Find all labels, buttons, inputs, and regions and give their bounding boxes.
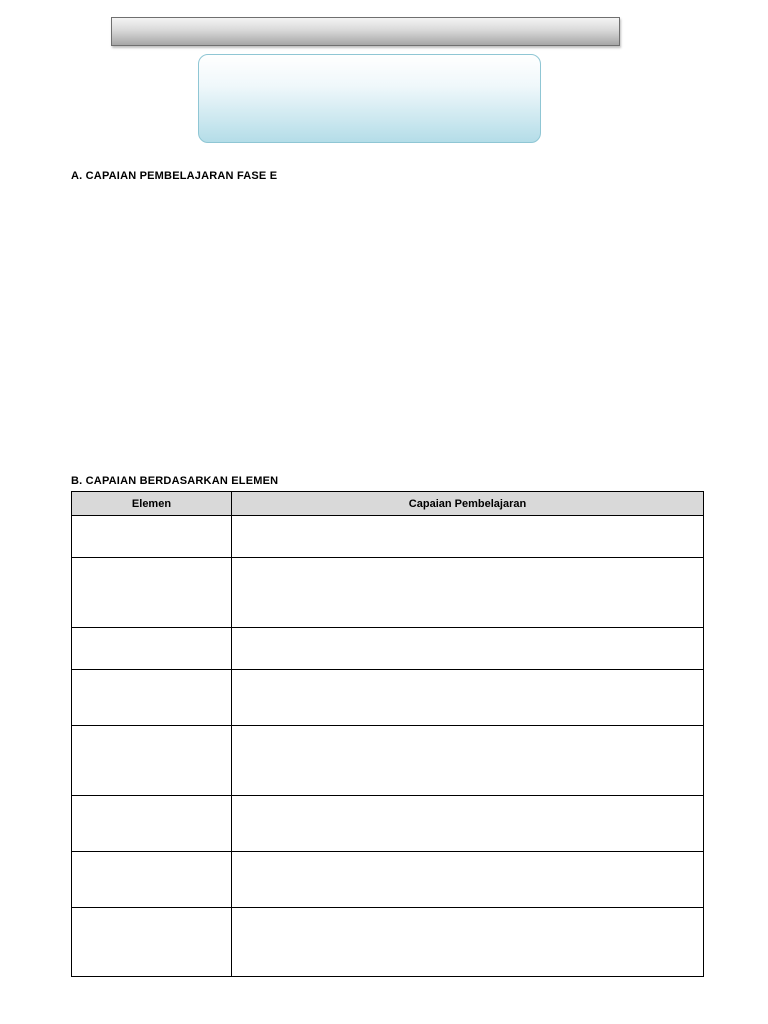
- table-header-row: [72, 492, 704, 516]
- column-header-elemen: Elemen: [72, 492, 232, 516]
- capaian-cell: [232, 516, 704, 558]
- capaian-cell: [232, 670, 704, 726]
- table-row: [72, 908, 704, 977]
- capaian-cell: [232, 852, 704, 908]
- table-row: [72, 558, 704, 628]
- elemen-cell: [72, 670, 232, 726]
- table-row: [72, 628, 704, 670]
- elemen-cell: [72, 852, 232, 908]
- elemen-cell: [72, 558, 232, 628]
- table-row: [72, 670, 704, 726]
- table-row: [72, 852, 704, 908]
- capaian-cell: [232, 796, 704, 852]
- subtitle-box: [198, 54, 541, 143]
- section-b-heading: B. CAPAIAN BERDASARKAN ELEMEN: [71, 475, 279, 487]
- capaian-cell: [232, 628, 704, 670]
- capaian-cell: [232, 908, 704, 977]
- column-header-capaian: Capaian Pembelajaran: [232, 492, 704, 516]
- section-a-heading: A. CAPAIAN PEMBELAJARAN FASE E: [71, 170, 278, 182]
- elemen-cell: [72, 908, 232, 977]
- table-row: [72, 516, 704, 558]
- elemen-table: [71, 491, 704, 977]
- table-row: [72, 726, 704, 796]
- elemen-cell: [72, 628, 232, 670]
- elemen-cell: [72, 726, 232, 796]
- elemen-cell: [72, 796, 232, 852]
- document-title-bar: [111, 17, 620, 46]
- capaian-cell: [232, 558, 704, 628]
- elemen-cell: [72, 516, 232, 558]
- table-row: [72, 796, 704, 852]
- capaian-cell: [232, 726, 704, 796]
